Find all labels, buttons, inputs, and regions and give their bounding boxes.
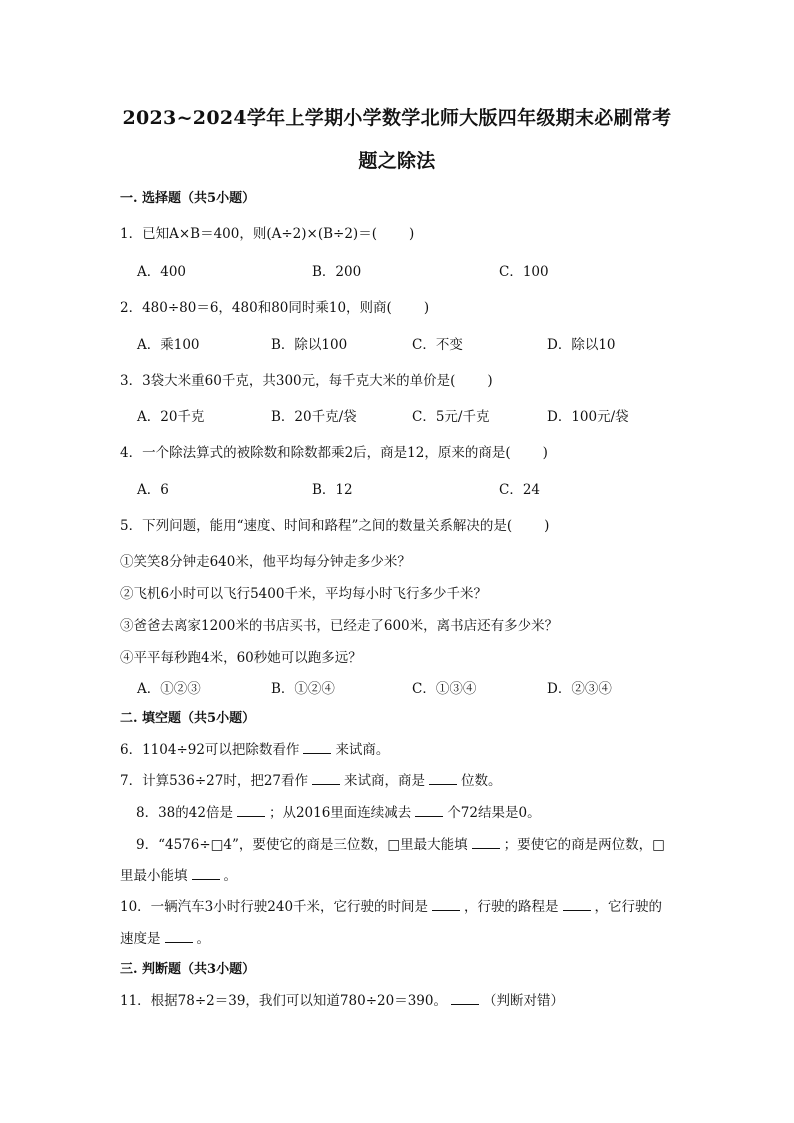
question-10-text-c: ，它行驶的 (594, 899, 663, 915)
option-a: A．①②③ (137, 681, 201, 697)
question-9-text-d: 。 (223, 868, 237, 884)
question-2-text: 2．480÷80＝6，480和80同时乘10，则商( (120, 300, 392, 316)
question-3-text: 3．3袋大米重60千克，共300元，每千克大米的单价是( (120, 373, 456, 389)
answer-blank (451, 992, 479, 1005)
question-7-text-a: 7．计算536÷27时，把27看作 (120, 773, 309, 789)
answer-blank (415, 804, 443, 817)
question-5-item-1: ①笑笑8分钟走640米，他平均每分钟走多少米？ (120, 554, 411, 570)
question-2 (120, 296, 429, 316)
option-a: A．乘100 (137, 337, 200, 353)
option-c: C．5元/千克 (412, 409, 490, 425)
question-11 (120, 989, 564, 1009)
option-d: D．除以10 (547, 337, 616, 353)
question-1 (120, 222, 414, 242)
option-b: B．20千克/袋 (271, 409, 357, 425)
question-5-text: 5．下列问题，能用“速度、时间和路程”之间的数量关系解决的是( (120, 518, 513, 534)
question-6-text-a: 6．1104÷92可以把除数看作 (120, 742, 300, 758)
section-heading-choice: 一. 选择题（共5小题） (120, 191, 256, 206)
question-9 (136, 833, 665, 853)
option-c: C．100 (499, 264, 549, 280)
question-4-text: 4．一个除法算式的被除数和除数都乘2后，商是12，原来的商是( (120, 445, 511, 461)
section-heading-judge: 三. 判断题（共3小题） (120, 962, 256, 977)
answer-blank (237, 804, 265, 817)
option-a: A．400 (137, 264, 187, 280)
question-9-text-b: ；要使它的商是两位数，□ (503, 837, 665, 853)
paren-close: ) (544, 518, 550, 534)
option-d: D．②③④ (547, 681, 612, 697)
document-title-line1: 2023~2024学年上学期小学数学北师大版四年级期末必刷常考 (122, 107, 672, 129)
question-5-item-4: ④平平每秒跑4米，60秒她可以跑多远？ (120, 650, 362, 666)
question-6 (120, 738, 389, 758)
answer-blank (429, 772, 457, 785)
question-7-text-c: 位数。 (461, 773, 502, 789)
answer-blank (165, 930, 193, 943)
option-a: A．6 (137, 482, 169, 498)
question-8-text-a: 8．38的42倍是 (136, 805, 233, 821)
option-b: B．①②④ (271, 681, 335, 697)
paren-close: ) (487, 373, 493, 389)
question-6-text-b: 来试商。 (335, 742, 390, 758)
answer-blank (303, 741, 331, 754)
question-8-text-b: ；从2016里面连续减去 (268, 805, 412, 821)
question-10-text-d: 速度是 (120, 931, 161, 947)
paren-close: ) (408, 226, 415, 242)
question-9-text-a: 9．“4576÷□4”，要使它的商是三位数，□里最大能填 (136, 837, 468, 853)
option-b: B．除以100 (271, 337, 348, 353)
document-title-line2: 题之除法 (358, 150, 436, 172)
question-7 (120, 769, 502, 789)
option-a: A．20千克 (137, 409, 205, 425)
answer-blank (192, 867, 220, 880)
answer-blank (472, 836, 500, 849)
question-11-text-a: 11．根据78÷2＝39，我们可以知道780÷20＝390。 (120, 993, 447, 1009)
question-5-item-3: ③爸爸去离家1200米的书店买书，已经走了600米，离书店还有多少米？ (120, 618, 559, 634)
question-10-text-a: 10．一辆汽车3小时行驶240千米，它行驶的时间是 (120, 899, 429, 915)
paren-close: ) (542, 445, 548, 461)
question-8-text-c: 个72结果是0。 (447, 805, 541, 821)
question-7-text-b: 来试商，商是 (344, 773, 426, 789)
question-9-text-c: 里最小能填 (120, 868, 188, 884)
option-c: C．不变 (412, 337, 463, 353)
option-b: B．200 (312, 264, 362, 280)
question-8 (136, 801, 541, 821)
question-9-continued (120, 864, 237, 884)
paren-close: ) (423, 300, 430, 316)
option-d: D．100元/袋 (547, 409, 629, 425)
question-10 (120, 895, 662, 915)
option-c: C．①③④ (412, 681, 477, 697)
question-3 (120, 369, 493, 389)
section-heading-fill: 二. 填空题（共5小题） (120, 711, 256, 726)
question-5 (120, 514, 549, 534)
question-5-item-2: ②飞机6小时可以飞行5400千米，平均每小时飞行多少千米？ (120, 586, 487, 602)
question-1-text: 1．已知A×B＝400，则(A÷2)×(B÷2)＝( (120, 226, 377, 242)
question-10-text-b: ，行驶的路程是 (464, 899, 559, 915)
answer-blank (312, 772, 340, 785)
question-10-text-e: 。 (196, 931, 210, 947)
question-11-text-b: （判断对错） (482, 993, 564, 1009)
question-10-continued (120, 927, 210, 947)
option-c: C．24 (499, 482, 541, 498)
answer-blank (432, 898, 460, 911)
answer-blank (563, 898, 591, 911)
option-b: B．12 (312, 482, 353, 498)
question-4 (120, 441, 548, 461)
